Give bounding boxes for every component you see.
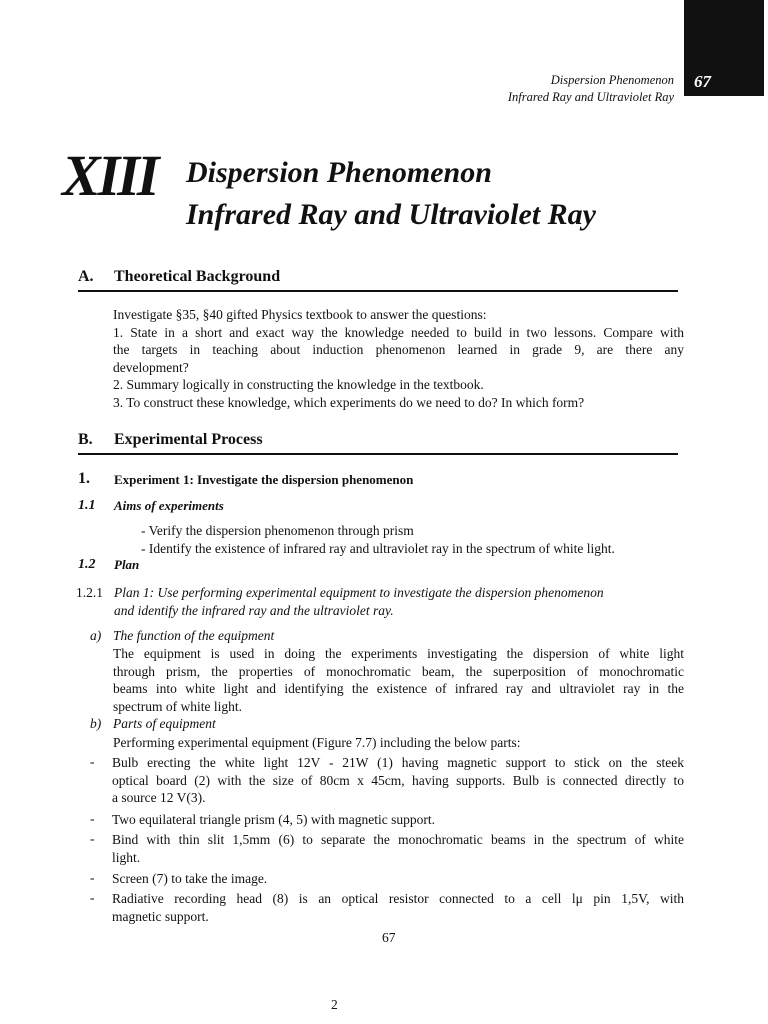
plan-1-line1: Plan 1: Use performing experimental equipment to investigate the dispersion phenomenon — [114, 585, 604, 600]
bullet-item — [112, 890, 684, 925]
part-a-label: a) — [90, 628, 102, 643]
running-header — [508, 72, 674, 106]
bullet-line: Two equilateral triangle prism (4, 5) with magnetic support. — [112, 812, 435, 827]
bullet-dash: - — [90, 754, 95, 769]
bullet-line: Bind with thin slit 1,5mm (6) to separate the monochromatic beams in the spectrum of white — [112, 832, 684, 847]
chapter-title-line1: Dispersion Phenomenon — [186, 156, 492, 189]
aims-list — [141, 522, 681, 557]
experiment-1-number: 1. — [78, 470, 90, 487]
sheet-number: 2 — [331, 997, 338, 1012]
aims-item: - Verify the dispersion phenomenon through prism — [141, 523, 414, 538]
page-number: 67 — [382, 930, 396, 945]
bullet-item — [112, 754, 684, 807]
section-b-letter: B. — [78, 431, 93, 448]
bullet-dash: - — [90, 870, 95, 885]
section-a-line: the targets in teaching about induction phenomenon learned in grade 9, are there any — [113, 342, 684, 358]
bullet-item — [112, 811, 684, 829]
bullet-dash: - — [90, 831, 95, 846]
bullet-line: Radiative recording head (8) is an optical resistor connected to a cell lμ pin 1,5V, with — [112, 891, 684, 906]
aims-title: Aims of experiments — [114, 498, 224, 513]
chapter-title-line2: Infrared Ray and Ultraviolet Ray — [186, 198, 596, 231]
section-a-body — [113, 306, 684, 412]
bullet-item — [112, 831, 684, 866]
part-b-intro: Performing experimental equipment (Figure 7.7) including the below parts: — [113, 735, 521, 750]
bullet-line: magnetic support. — [112, 908, 209, 924]
bullet-item — [112, 870, 684, 888]
chapter-numeral: XIII — [62, 143, 157, 208]
part-a-line: beams into white light and identifying the existence of infrared ray and ultraviolet ray in the — [113, 681, 684, 697]
part-a-line: The equipment is used in doing the experiments investigating the dispersion of white light — [113, 646, 684, 661]
running-header-line2: Infrared Ray and Ultraviolet Ray — [507, 90, 674, 104]
bullet-line: Bulb erecting the white light 12V - 21W (1) having magnetic support to stick on the steek — [112, 755, 684, 770]
section-b-title: Experimental Process — [114, 431, 263, 448]
plan-1-number: 1.2.1 — [76, 585, 103, 600]
plan-title: Plan — [114, 557, 140, 572]
chapter-title — [186, 152, 596, 236]
aims-item: - Identify the existence of infrared ray and ultraviolet ray in the spectrum of white light. — [141, 540, 615, 556]
aims-number: 1.1 — [78, 498, 96, 513]
section-a-line: Investigate §35, §40 gifted Physics textbook to answer the questions: — [113, 307, 487, 322]
part-a-body — [113, 645, 684, 715]
bullet-line: light. — [112, 849, 141, 865]
part-a-line: through prism, the properties of monochromatic beam, the superposition of monochromatic — [113, 663, 684, 679]
part-a-title: The function of the equipment — [113, 628, 275, 643]
section-b-heading — [78, 431, 678, 455]
section-a-line: 1. State in a short and exact way the knowledge needed to build in two lessons. Compare with — [113, 324, 684, 340]
section-a-line: development? — [113, 359, 189, 375]
bullet-line: a source 12 V(3). — [112, 790, 206, 806]
section-a-heading — [78, 268, 678, 292]
part-a-line: spectrum of white light. — [113, 698, 242, 714]
bullet-line: Screen (7) to take the image. — [112, 871, 268, 886]
plan-1-line2: and identify the infrared ray and the ultraviolet ray. — [114, 602, 394, 618]
part-b-title: Parts of equipment — [113, 716, 216, 731]
section-a-letter: A. — [78, 268, 94, 285]
bullet-line: optical board (2) with the size of 80cm x 45cm, having supports. Bulb is connected directly to — [112, 772, 684, 788]
bullet-dash: - — [90, 890, 95, 905]
section-a-line: 3. To construct these knowledge, which experiments do we need to do? In which form? — [113, 394, 585, 410]
experiment-1-title: Experiment 1: Investigate the dispersion phenomenon — [114, 472, 414, 487]
section-a-title: Theoretical Background — [114, 268, 281, 285]
running-header-line1: Dispersion Phenomenon — [550, 73, 674, 87]
plan-number: 1.2 — [78, 557, 96, 572]
section-a-line: 2. Summary logically in constructing the knowledge in the textbook. — [113, 377, 484, 393]
part-b-label: b) — [90, 716, 102, 731]
page-number-tab: 67 — [684, 0, 764, 96]
bullet-dash: - — [90, 811, 95, 826]
plan-1-text — [114, 584, 684, 619]
